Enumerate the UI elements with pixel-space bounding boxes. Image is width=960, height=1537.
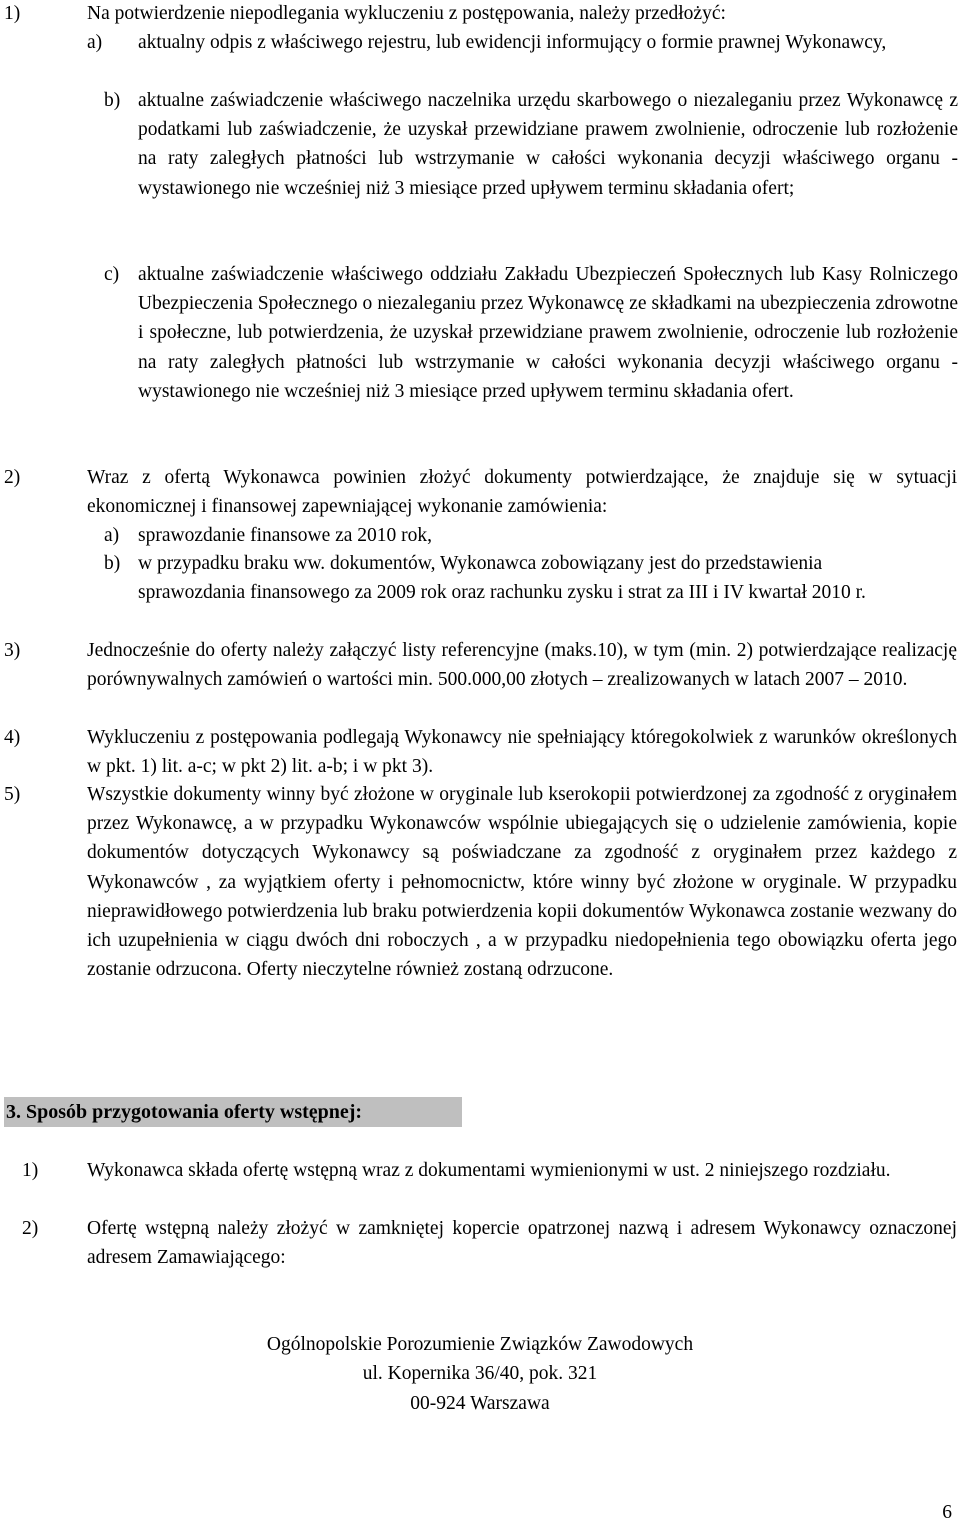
item-number: 1) (22, 1160, 39, 1181)
subitem-text: sprawozdanie finansowe za 2010 rok, (138, 525, 433, 546)
item-text: Wraz z ofertą Wykonawca powinien złożyć dokumenty potwierdzające, że znajduje się w sytuacji ekonomicznej i finansowej zapewniającej wykonanie zamówienia: (87, 467, 957, 518)
section-heading: 3. Sposób przygotowania oferty wstępnej: (4, 1097, 462, 1127)
item-number: 4) (4, 727, 21, 748)
item-text: Wszystkie dokumenty winny być złożone w oryginale lub kserokopii potwierdzonej za zgodność z oryginałem przez Wykonawcę, a w przypadku Wykonawców wspólnie ubiegających się o udzielenie zamówienia, kopie dokumentów dotyczących Wykonawcy są poświadczane za zgodność z oryginałem przez każdego z Wykonawców , za wyjątkiem oferty i pełnomocnictw, które winny być złożone w oryginale. W przypadku nieprawidłowego potwierdzenia lub braku potwierdzenia kopii dokumentów Wykonawca zostanie wezwany do ich uzupełnienia w ciągu dwóch dni roboczych , a w przypadku niedopełnienia tego obowiązku oferta jego zostanie odrzucona. Oferty nieczytelne również zostaną odrzucone. (87, 784, 957, 981)
item-text: Jednocześnie do oferty należy załączyć listy referencyjne (maks.10), w tym (min. 2) potwierdzające realizację porównywalnych zamówień o wartości min. 500.000,00 złotych – zrealizowanych w latach 2007 – 2010. (87, 640, 957, 691)
subitem-label: b) (104, 553, 121, 574)
subitem-text: aktualny odpis z właściwego rejestru, lub ewidencji informujący o formie prawnej Wykonawcy, (138, 32, 887, 53)
address-line-organization: Ogólnopolskie Porozumienie Związków Zawodowych (266, 1334, 694, 1355)
subitem-text: w przypadku braku ww. dokumentów, Wykonawca zobowiązany jest do przedstawienia sprawozdania finansowego za 2009 rok oraz rachunku zysku i strat za III i IV kwartał 2010 r. (138, 553, 866, 604)
subitem-label: b) (104, 90, 121, 111)
item-text: Wykonawca składa ofertę wstępną wraz z dokumentami wymienionymi w ust. 2 niniejszego rozdziału. (87, 1160, 891, 1181)
address-line-street: ul. Kopernika 36/40, pok. 321 (362, 1363, 598, 1384)
subitem-text: aktualne zaświadczenie właściwego oddziału Zakładu Ubezpieczeń Społecznych lub Kasy Rolniczego Ubezpieczenia Społecznego o niezaleganiu przez Wykonawcę ze składkami na ubezpieczenia zdrowotne i społeczne, lub potwierdzenia, że uzyskał przewidziane prawem zwolnienie, odroczenie lub rozłożenie na raty zaległych płatności lub wstrzymanie w całości wykonania decyzji właściwego organu - wystawionego nie wcześniej niż 3 miesiące przed upływem terminu składania ofert. (138, 264, 958, 402)
item-number: 2) (4, 467, 21, 488)
item-text: Na potwierdzenie niepodlegania wykluczeniu z postępowania, należy przedłożyć: (87, 3, 726, 24)
page-number: 6 (942, 1502, 952, 1523)
subitem-label: a) (87, 32, 103, 53)
address-line-city: 00-924 Warszawa (410, 1393, 550, 1414)
item-number: 1) (4, 3, 21, 24)
subitem-text: aktualne zaświadczenie właściwego naczelnika urzędu skarbowego o niezaleganiu przez Wykonawcę z podatkami lub zaświadczenie, że uzyskał przewidziane prawem zwolnienie, odroczenie lub rozłożenie na raty zaległych płatności lub wstrzymanie w całości wykonania decyzji właściwego organu - wystawionego nie wcześniej niż 3 miesiące przed upływem terminu składania ofert; (138, 90, 958, 199)
subitem-label: a) (104, 525, 120, 546)
item-number: 3) (4, 640, 21, 661)
item-text: Ofertę wstępną należy złożyć w zamkniętej kopercie opatrzonej nazwą i adresem Wykonawcy oznaczonej adresem Zamawiającego: (87, 1218, 957, 1269)
subitem-label: c) (104, 264, 120, 285)
item-number: 2) (22, 1218, 39, 1239)
item-number: 5) (4, 784, 21, 805)
item-text: Wykluczeniu z postępowania podlegają Wykonawcy nie spełniający któregokolwiek z warunków określonych w pkt. 1) lit. a-c; w pkt 2) lit. a-b; i w pkt 3). (87, 727, 957, 778)
